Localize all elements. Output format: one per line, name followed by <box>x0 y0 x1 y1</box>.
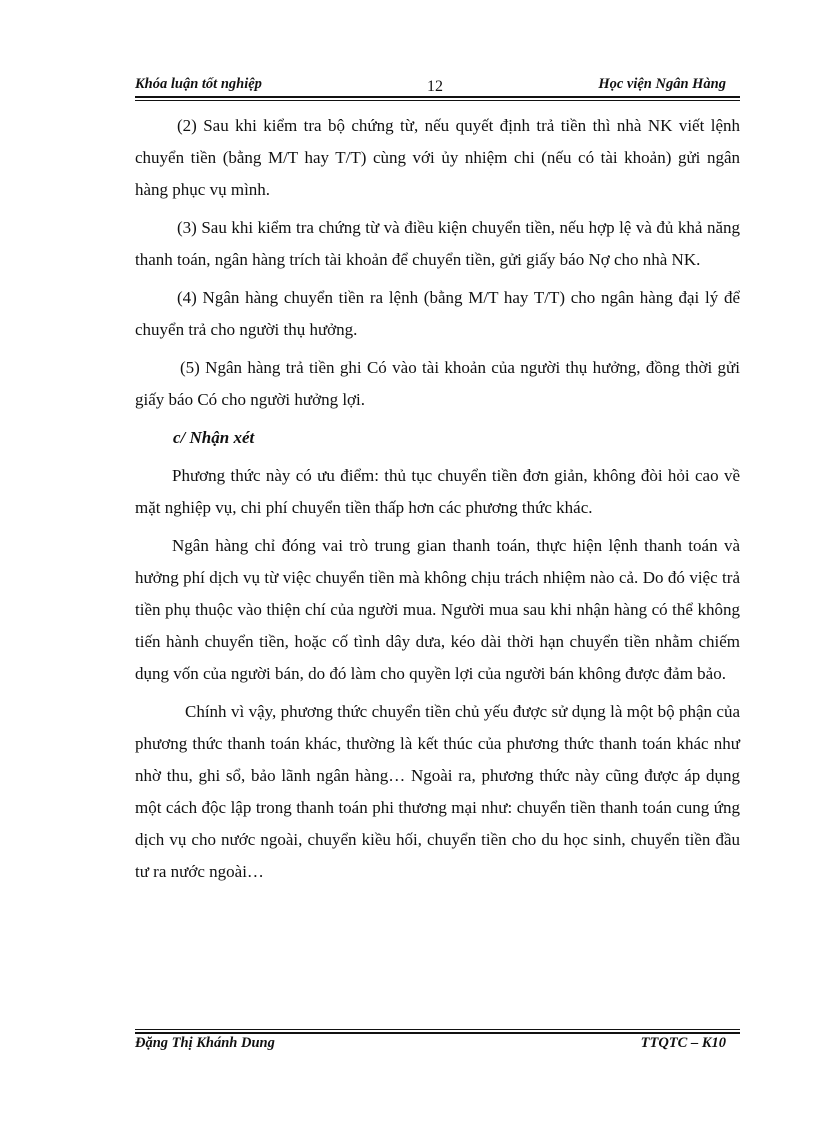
footer-author: Đặng Thị Khánh Dung <box>135 1035 275 1051</box>
header-rule-thin <box>135 100 740 101</box>
header-thesis-title: Khóa luận tốt nghiệp <box>135 76 262 92</box>
paragraph-bank-role: Ngân hàng chỉ đóng vai trò trung gian thanh toán, thực hiện lệnh thanh toán và hưởng phí dịch vụ từ việc chuyển tiền mà không chịu trách nhiệm nào cả. Do đó việc trả tiền phụ thuộc vào thiện chí của người mua. Người mua sau khi nhận hàng có thể không tiến hành chuyển tiền, hoặc cố tình dây dưa, kéo dài thời hạn chuyển tiền nhằm chiếm dụng vốn của người bán, do đó làm cho quyền lợi của người bán không được đảm bảo. <box>135 536 740 683</box>
page-footer <box>135 1035 740 1055</box>
section-subheading: c/ Nhận xét <box>173 428 255 447</box>
footer-rule-thin <box>135 1029 740 1030</box>
paragraph-step-2: (2) Sau khi kiểm tra bộ chứng từ, nếu quyết định trả tiền thì nhà NK viết lệnh chuyển tiền (bằng M/T hay T/T) cùng với ủy nhiệm chi (nếu có tài khoản) gửi ngân hàng phục vụ mình. <box>135 116 740 199</box>
paragraph-advantages: Phương thức này có ưu điểm: thủ tục chuyển tiền đơn giản, không đòi hỏi cao về mặt nghiệp vụ, chi phí chuyển tiền thấp hơn các phương thức khác. <box>135 466 740 517</box>
header-rule-thick <box>135 96 740 98</box>
paragraph-usage: Chính vì vậy, phương thức chuyển tiền chủ yếu được sử dụng là một bộ phận của phương thức thanh toán khác, thường là kết thúc của phương thức thanh toán khác như nhờ thu, ghi sổ, bảo lãnh ngân hàng… Ngoài ra, phương thức này cũng được áp dụng một cách độc lập trong thanh toán phi thương mại như: chuyển tiền thanh toán cung ứng dịch vụ cho nước ngoài, chuyển kiều hối, chuyển tiền cho du học sinh, chuyển tiền đầu tư ra nước ngoài… <box>135 702 740 881</box>
header-institution: Học viện Ngân Hàng <box>598 76 726 92</box>
page-number: 12 <box>427 78 443 95</box>
paragraph-step-3: (3) Sau khi kiểm tra chứng từ và điều kiện chuyển tiền, nếu hợp lệ và đủ khả năng thanh toán, ngân hàng trích tài khoản để chuyển tiền, gửi giấy báo Nợ cho nhà NK. <box>135 218 740 269</box>
page-header <box>135 76 740 96</box>
footer-rule-thick <box>135 1032 740 1034</box>
paragraph-step-4: (4) Ngân hàng chuyển tiền ra lệnh (bằng M/T hay T/T) cho ngân hàng đại lý để chuyển trả cho người thụ hưởng. <box>135 288 740 339</box>
paragraph-step-5: (5) Ngân hàng trả tiền ghi Có vào tài khoản của người thụ hưởng, đồng thời gửi giấy báo Có cho người hưởng lợi. <box>135 358 740 409</box>
page-body <box>135 110 740 894</box>
footer-class-code: TTQTC – K10 <box>640 1035 726 1051</box>
